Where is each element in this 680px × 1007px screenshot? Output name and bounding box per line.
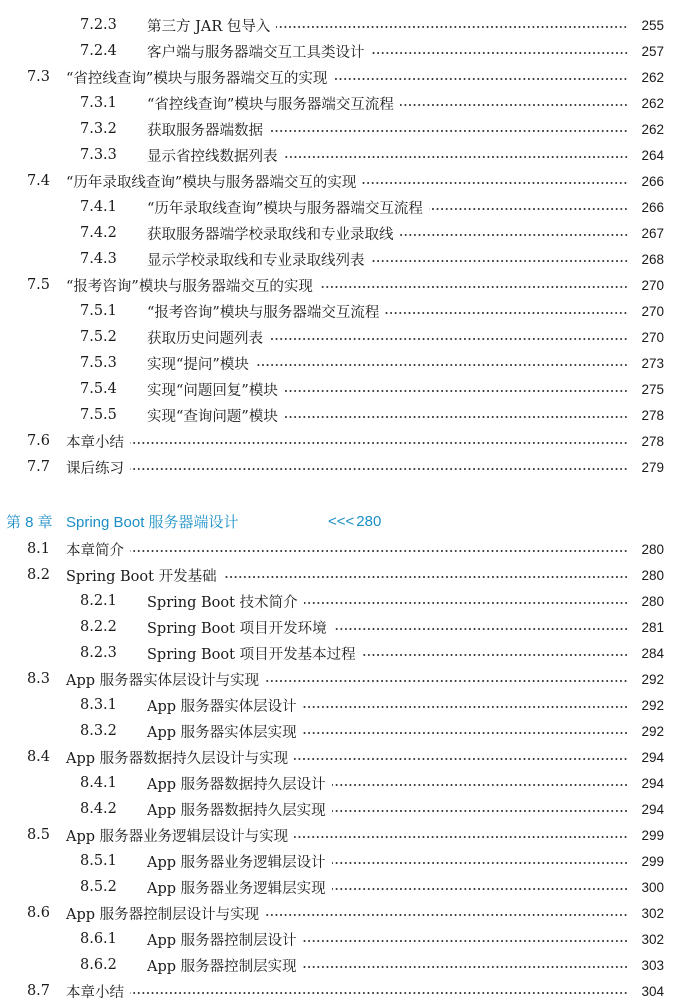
chapter-number: 第 8 章: [6, 513, 53, 531]
toc-entry[interactable]: [0, 324, 680, 350]
toc-entry-title: 获取服务器端学校录取线和专业录取线: [147, 226, 394, 243]
dot-leader: [332, 862, 628, 864]
toc-entry-page: 280: [641, 593, 664, 609]
toc-entry-title: Spring Boot 技术简介: [147, 594, 298, 611]
toc-entry-number: 8.6: [26, 905, 50, 921]
toc-entry-page: 294: [641, 801, 664, 817]
dot-leader: [333, 628, 628, 630]
toc-entry-page: 255: [641, 17, 664, 33]
toc-entry-page: 304: [641, 983, 664, 999]
toc-entry[interactable]: [0, 90, 680, 116]
toc-entry-title: App 服务器控制层设计与实现: [66, 906, 260, 923]
toc-entry[interactable]: [0, 402, 680, 428]
toc-entry-title: 实现“查询问题”模块: [147, 408, 278, 425]
toc-entry-page: 267: [641, 225, 664, 241]
toc-entry[interactable]: [0, 744, 680, 770]
toc-entry[interactable]: [0, 142, 680, 168]
toc-entry-number: 8.4.1: [80, 775, 117, 791]
dot-leader: [385, 312, 628, 314]
toc-entry-page: 275: [641, 381, 664, 397]
toc-entry[interactable]: [0, 272, 680, 298]
toc-entry-page: 268: [641, 251, 664, 267]
toc-entry-page: 266: [641, 173, 664, 189]
toc-entry[interactable]: [0, 376, 680, 402]
dot-leader: [284, 156, 629, 158]
toc-entry-number: 8.2: [26, 567, 50, 583]
toc-entry-page: 262: [641, 95, 664, 111]
toc-entry-page: 278: [641, 407, 664, 423]
toc-entry-number: 7.3.3: [80, 147, 117, 163]
toc-entry[interactable]: [0, 428, 680, 454]
dot-leader: [332, 810, 628, 812]
toc-entry-title: 课后练习: [66, 460, 124, 477]
toc-entry-page: 284: [641, 645, 664, 661]
toc-entry[interactable]: [0, 454, 680, 480]
toc-entry[interactable]: [0, 588, 680, 614]
dot-leader: [130, 468, 628, 470]
toc-entry[interactable]: [0, 12, 680, 38]
dot-leader: [130, 992, 628, 994]
toc-entry-title: App 服务器控制层设计: [147, 932, 297, 949]
toc-entry-number: 7.5.3: [80, 355, 117, 371]
toc-entry-number: 8.6.1: [80, 931, 117, 947]
dot-leader: [269, 130, 628, 132]
toc-entry-number: 8.5.1: [80, 853, 117, 869]
dot-leader: [130, 550, 628, 552]
toc-entry[interactable]: [0, 848, 680, 874]
dot-leader: [265, 914, 628, 916]
toc-entry-title: App 服务器实体层设计与实现: [66, 672, 260, 689]
dot-leader: [130, 442, 628, 444]
toc-entry-page: 270: [641, 303, 664, 319]
toc-entry-title: App 服务器数据持久层设计: [147, 776, 326, 793]
toc-entry[interactable]: [0, 168, 680, 194]
toc-entry-title: 本章简介: [66, 542, 124, 559]
toc-entry-title: 本章小结: [66, 984, 124, 1001]
dot-leader: [362, 182, 628, 184]
toc-entry[interactable]: [0, 38, 680, 64]
toc-entry-number: 8.2.1: [80, 593, 117, 609]
toc-entry[interactable]: [0, 298, 680, 324]
toc-entry-title: 获取服务器端数据: [147, 122, 263, 139]
toc-entry[interactable]: [0, 952, 680, 978]
dot-leader: [294, 836, 628, 838]
toc-entry-title: App 服务器数据持久层实现: [147, 802, 326, 819]
toc-entry-page: 300: [641, 879, 664, 895]
toc-entry[interactable]: [0, 194, 680, 220]
toc-entry-title: App 服务器业务逻辑层实现: [147, 880, 326, 897]
dot-leader: [362, 654, 628, 656]
toc-entry-number: 8.5: [26, 827, 50, 843]
toc-entry-title: 显示学校录取线和专业录取线列表: [147, 252, 365, 269]
toc-entry-title: “省控线查询”模块与服务器端交互的实现: [66, 70, 328, 87]
toc-entry[interactable]: [0, 640, 680, 666]
dot-leader: [223, 576, 628, 578]
toc-entry-page: 292: [641, 671, 664, 687]
toc-entry-number: 7.5.1: [80, 303, 117, 319]
toc-entry-page: 278: [641, 433, 664, 449]
toc-entry-page: 302: [641, 931, 664, 947]
dot-leader: [319, 286, 628, 288]
toc-entry[interactable]: [0, 220, 680, 246]
toc-entry[interactable]: [0, 246, 680, 272]
toc-entry[interactable]: [0, 64, 680, 90]
toc-entry-page: 257: [641, 43, 664, 59]
toc-entry-number: 7.3: [26, 69, 50, 85]
toc-entry-number: 8.3.1: [80, 697, 117, 713]
toc-entry-number: 7.5.5: [80, 407, 117, 423]
toc-entry-title: “报考咨询”模块与服务器端交互流程: [147, 304, 380, 321]
dot-leader: [284, 416, 628, 418]
toc-entry-page: 294: [641, 775, 664, 791]
toc-entry-page: 303: [641, 957, 664, 973]
toc-entry-title: 客户端与服务器端交互工具类设计: [147, 44, 365, 61]
toc-entry[interactable]: [0, 692, 680, 718]
toc-entry-page: 292: [641, 697, 664, 713]
toc-entry-number: 7.2.3: [80, 17, 117, 33]
toc-entry[interactable]: [0, 926, 680, 952]
toc-entry[interactable]: [0, 978, 680, 1004]
toc-entry-page: 292: [641, 723, 664, 739]
toc-entry-title: Spring Boot 项目开发基本过程: [147, 646, 356, 663]
toc-entry-title: App 服务器控制层实现: [147, 958, 297, 975]
toc-entry-number: 7.5.2: [80, 329, 117, 345]
toc-entry-page: 262: [641, 69, 664, 85]
toc-entry[interactable]: [0, 718, 680, 744]
chapter-heading[interactable]: [0, 508, 381, 534]
toc-entry-page: 262: [641, 121, 664, 137]
toc-entry-title: App 服务器实体层实现: [147, 724, 297, 741]
toc-entry-title: “历年录取线查询”模块与服务器端交互流程: [147, 200, 423, 217]
toc-entry-number: 7.2.4: [80, 43, 117, 59]
toc-entry-page: 280: [641, 567, 664, 583]
toc-entry[interactable]: [0, 666, 680, 692]
chapter-title: Spring Boot 服务器端设计: [66, 513, 239, 531]
dot-leader: [284, 390, 628, 392]
toc-entry[interactable]: [0, 562, 680, 588]
dot-leader: [276, 26, 628, 28]
toc-entry-number: 7.4.2: [80, 225, 117, 241]
toc-entry-page: 264: [641, 147, 664, 163]
toc-entry-title: App 服务器业务逻辑层设计与实现: [66, 828, 289, 845]
toc-entry-title: Spring Boot 项目开发环境: [147, 620, 327, 637]
dot-leader: [371, 260, 629, 262]
dot-leader: [332, 888, 628, 890]
toc-entry-number: 7.5: [26, 277, 50, 293]
toc-entry-number: 8.3: [26, 671, 50, 687]
toc-entry-title: 实现“提问”模块: [147, 356, 249, 373]
toc-entry-title: 本章小结: [66, 434, 124, 451]
toc-entry-number: 8.5.2: [80, 879, 117, 895]
dot-leader: [304, 602, 628, 604]
toc-entry-number: 7.7: [26, 459, 50, 475]
toc-entry-page: 280: [641, 541, 664, 557]
toc-entry-title: 第三方 JAR 包导入: [147, 18, 271, 35]
dot-leader: [371, 52, 629, 54]
toc-entry-page: 302: [641, 905, 664, 921]
toc-entry[interactable]: [0, 116, 680, 142]
dot-leader: [400, 234, 629, 236]
toc-entry-number: 7.3.1: [80, 95, 117, 111]
dot-leader: [255, 364, 628, 366]
dot-leader: [303, 732, 628, 734]
toc-entry-title: “报考咨询”模块与服务器端交互的实现: [66, 278, 313, 295]
toc-entry-title: Spring Boot 开发基础: [66, 568, 217, 585]
dot-leader: [269, 338, 628, 340]
toc-entry-number: 7.4: [26, 173, 50, 189]
dot-leader: [303, 940, 628, 942]
toc-entry[interactable]: [0, 874, 680, 900]
dot-leader: [303, 966, 628, 968]
toc-entry-title: App 服务器实体层设计: [147, 698, 297, 715]
dot-leader: [265, 680, 628, 682]
toc-entry[interactable]: [0, 822, 680, 848]
toc-entry-page: 281: [641, 619, 664, 635]
toc-entry[interactable]: [0, 796, 680, 822]
toc-entry[interactable]: [0, 614, 680, 640]
toc-entry-number: 8.7: [26, 983, 50, 999]
toc-entry-title: “省控线查询”模块与服务器端交互流程: [147, 96, 394, 113]
toc-entry[interactable]: [0, 350, 680, 376]
toc-entry-number: 8.2.2: [80, 619, 117, 635]
toc-entry-number: 7.4.3: [80, 251, 117, 267]
toc-entry-title: 显示省控线数据列表: [147, 148, 278, 165]
dot-leader: [429, 208, 628, 210]
toc-entry-page: 270: [641, 329, 664, 345]
toc-entry-page: 270: [641, 277, 664, 293]
toc-entry-number: 8.1: [26, 541, 50, 557]
dot-leader: [294, 758, 628, 760]
toc-entry-number: 8.2.3: [80, 645, 117, 661]
toc-entry-page: 299: [641, 827, 664, 843]
toc-entry-number: 8.4.2: [80, 801, 117, 817]
toc-entry-number: 8.4: [26, 749, 50, 765]
toc-entry-page: 273: [641, 355, 664, 371]
toc-entry-title: 获取历史问题列表: [147, 330, 263, 347]
toc-entry-page: 279: [641, 459, 664, 475]
dot-leader: [303, 706, 628, 708]
toc-entry-title: App 服务器数据持久层设计与实现: [66, 750, 289, 767]
toc-entry-title: App 服务器业务逻辑层设计: [147, 854, 326, 871]
toc-entry-title: 实现“问题回复”模块: [147, 382, 278, 399]
toc-entry-page: 266: [641, 199, 664, 215]
dot-leader: [400, 104, 628, 106]
toc-entry-number: 8.6.2: [80, 957, 117, 973]
toc-entry-number: 7.5.4: [80, 381, 117, 397]
dot-leader: [332, 784, 628, 786]
toc-entry-page: 299: [641, 853, 664, 869]
toc-entry-number: 8.3.2: [80, 723, 117, 739]
toc-entry[interactable]: [0, 900, 680, 926]
chapter-arrows: <<<: [328, 512, 355, 530]
chapter-page-number: 280: [356, 512, 382, 530]
toc-entry[interactable]: [0, 770, 680, 796]
toc-entry[interactable]: [0, 536, 680, 562]
toc-entry-page: 294: [641, 749, 664, 765]
toc-entry-number: 7.4.1: [80, 199, 117, 215]
toc-entry-number: 7.3.2: [80, 121, 117, 137]
dot-leader: [333, 78, 628, 80]
toc-entry-title: “历年录取线查询”模块与服务器端交互的实现: [66, 174, 357, 191]
toc-entry-number: 7.6: [26, 433, 50, 449]
